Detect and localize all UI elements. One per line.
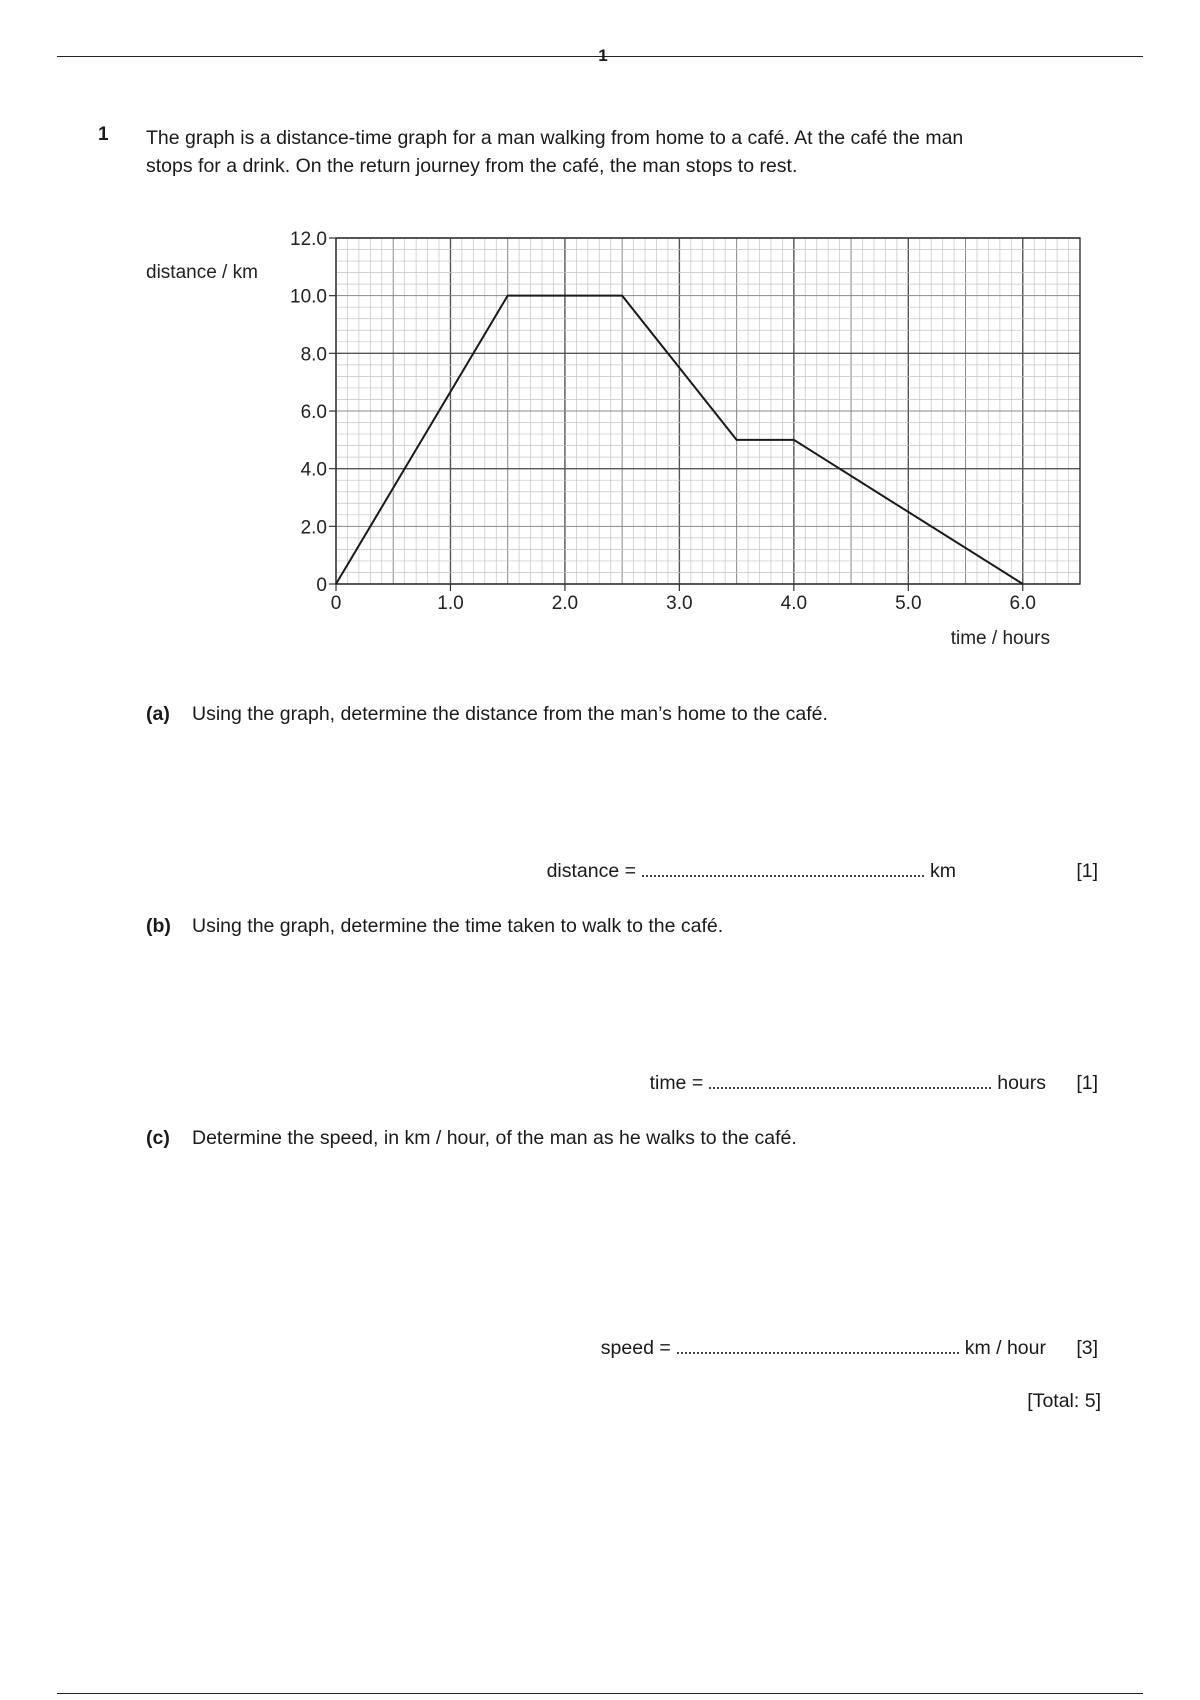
part-b [146,915,723,938]
marks-b: [1] [1076,1072,1098,1094]
answer-label-time: time = [649,1072,704,1094]
x-tick-label: 0 [330,593,342,614]
answer-label-distance: distance = [546,860,636,882]
question-stem-line-1: The graph is a distance-time graph for a man walking from home to a café. At the café the man [146,127,964,149]
part-c-label: (c) [146,1127,170,1149]
y-tick-label: 10.0 [290,286,327,308]
y-tick-label: 8.0 [300,344,327,366]
y-tick-label: 6.0 [300,402,327,423]
x-axis-label: time / hours [950,628,1050,649]
marks-a: [1] [1076,860,1098,882]
question-number: 1 [98,124,109,145]
part-b-text: Using the graph, determine the time taken to walk to the café. [192,915,724,937]
question-stem-line-2: stops for a drink. On the return journey from the café, the man stops to rest. [146,155,798,177]
part-a [146,703,828,726]
answer-line-speed [601,1337,1046,1360]
total-marks: [Total: 5] [1027,1390,1101,1412]
chart-tick-labels [290,229,1036,614]
x-tick-label: 2.0 [551,593,579,614]
answer-unit-time: hours [997,1072,1046,1094]
y-tick-label: 2.0 [300,517,327,539]
answer-line-time [650,1072,1046,1095]
answer-unit-distance: km [930,860,956,882]
part-a-label: (a) [146,703,170,725]
y-tick-label: 4.0 [300,459,327,481]
x-tick-label: 5.0 [895,593,922,614]
answer-label-speed: speed = [600,1337,671,1359]
x-tick-label: 1.0 [437,593,464,614]
part-c [146,1127,797,1150]
answer-blank-distance[interactable] [642,861,924,877]
answer-blank-time[interactable] [709,1073,991,1089]
part-b-label: (b) [146,915,171,937]
answer-line-distance [547,860,956,883]
chart-grid [336,238,1080,584]
distance-time-graph [0,0,1200,680]
x-tick-label: 6.0 [1009,593,1036,614]
part-a-text: Using the graph, determine the distance from the man’s home to the café. [192,703,828,725]
x-tick-label: 4.0 [780,593,808,614]
page-number: 1 [598,46,608,65]
answer-blank-speed[interactable] [677,1338,959,1354]
answer-unit-speed: km / hour [964,1337,1046,1359]
y-tick-label: 12.0 [290,229,327,250]
y-axis-label: distance / km [146,262,258,283]
part-c-text: Determine the speed, in km / hour, of the man as he walks to the café. [192,1127,797,1149]
x-tick-label: 3.0 [666,593,693,614]
footer-rule [57,1693,1143,1694]
y-tick-label: 0 [316,575,327,596]
marks-c: [3] [1076,1337,1098,1359]
